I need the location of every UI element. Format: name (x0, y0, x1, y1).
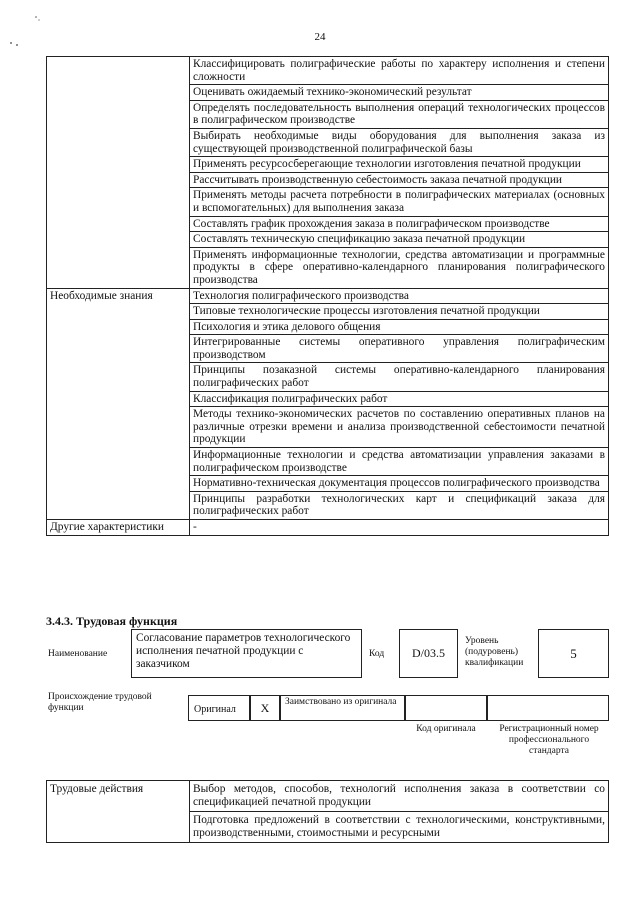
section-title: 3.4.3. Трудовая функция (46, 614, 178, 628)
table-row (47, 781, 609, 812)
table-row (47, 288, 609, 304)
skill-cell: Рассчитывать производственную себестоимость заказа печатной продукции (190, 172, 609, 188)
table-row (47, 232, 609, 248)
knowledge-cell: Типовые технологические процессы изготовления печатной продукции (190, 304, 609, 320)
table-row (47, 57, 609, 85)
skill-cell: Определять последовательность выполнения операций технологических процессов в полиграфическом производстве (190, 100, 609, 128)
original-code-box (405, 695, 487, 721)
original-mark-box: X (250, 695, 280, 721)
skill-cell: Оценивать ожидаемый технико-экономический результат (190, 85, 609, 101)
skill-cell: Выбирать необходимые виды оборудования для выполнения заказа из существующей производственной полиграфической базы (190, 128, 609, 156)
labor-actions-label: Трудовые действия (47, 781, 190, 812)
table-row (47, 304, 609, 320)
code-value-box: D/03.5 (399, 629, 458, 678)
origin-label: Происхождение трудовой функции (48, 692, 152, 713)
skill-cell: Составлять техническую спецификацию заказа печатной продукции (190, 232, 609, 248)
original-code-label: Код оригинала (416, 724, 476, 734)
knowledge-cell: Методы технико-экономических расчетов по составлению оперативных планов на различные отрезки времени и анализа производственной себестоимости печатной продукции (190, 407, 609, 448)
table-row (47, 812, 609, 843)
registration-number-label: Регистрационный номер профессионального стандарта (499, 724, 599, 756)
skill-cell: Применять методы расчета потребности в полиграфических материалах (основных и вспомогательных) для выполнения заказа (190, 188, 609, 216)
skill-cell: Применять информационные технологии, средства автоматизации и программные продукты в сфере оперативно-календарного планирования полиграфического производства (190, 247, 609, 288)
knowledge-cell: Классификация полиграфических работ (190, 391, 609, 407)
skills-knowledge-table (46, 56, 609, 536)
level-label: Уровень (подуровень) квалификации (465, 636, 524, 668)
table-row (47, 319, 609, 335)
skill-cell: Классифицировать полиграфические работы по характеру исполнения и степени сложности (190, 57, 609, 85)
scan-specks (8, 12, 48, 52)
knowledge-cell: Принципы позаказной системы оперативно-календарного планирования полиграфических работ (190, 363, 609, 391)
page-number: 24 (314, 31, 326, 43)
name-label: Наименование (48, 649, 108, 659)
action-cell: Подготовка предложений в соответствии с технологическими, конструктивными, производственными, стоимостными и ресурсными (190, 812, 609, 843)
table-row (47, 363, 609, 391)
table-row (47, 520, 609, 536)
table-row (47, 448, 609, 476)
knowledge-cell: Технология полиграфического производства (190, 288, 609, 304)
table-row (47, 172, 609, 188)
borrowed-box: Заимствовано из оригинала (280, 695, 405, 721)
knowledge-cell: Интегрированные системы оперативного управления полиграфическим производством (190, 335, 609, 363)
table-row (47, 128, 609, 156)
table-row (47, 100, 609, 128)
knowledge-cell: Нормативно-техническая документация процессов полиграфического производства (190, 476, 609, 492)
skill-cell: Составлять график прохождения заказа в полиграфическом производстве (190, 216, 609, 232)
labor-actions-table (46, 780, 609, 843)
table-row (47, 476, 609, 492)
other-characteristics-label: Другие характеристики (47, 520, 190, 536)
code-label: Код (369, 649, 385, 659)
table-row (47, 247, 609, 288)
skill-cell: Применять ресурсосберегающие технологии изготовления печатной продукции (190, 157, 609, 173)
knowledge-label: Необходимые знания (47, 288, 190, 304)
action-cell: Выбор методов, способов, технологий исполнения заказа в соответствии со спецификацией печатной продукции (190, 781, 609, 812)
function-name-box: Согласование параметров технологического исполнения печатной продукции с заказчиком (131, 629, 362, 678)
knowledge-cell: Психология и этика делового общения (190, 319, 609, 335)
level-value-box: 5 (538, 629, 609, 678)
registration-number-box (487, 695, 609, 721)
knowledge-cell: Информационные технологии и средства автоматизации управления заказами в полиграфическом производстве (190, 448, 609, 476)
original-box: Оригинал (188, 695, 250, 721)
table-row (47, 391, 609, 407)
table-row (47, 407, 609, 448)
table-row (47, 491, 609, 519)
table-row (47, 216, 609, 232)
table-row (47, 85, 609, 101)
knowledge-cell: Принципы разработки технологических карт и спецификаций заказа для полиграфических работ (190, 491, 609, 519)
table-row (47, 335, 609, 363)
other-characteristics-value: - (190, 520, 609, 536)
table-row (47, 157, 609, 173)
table-row (47, 188, 609, 216)
